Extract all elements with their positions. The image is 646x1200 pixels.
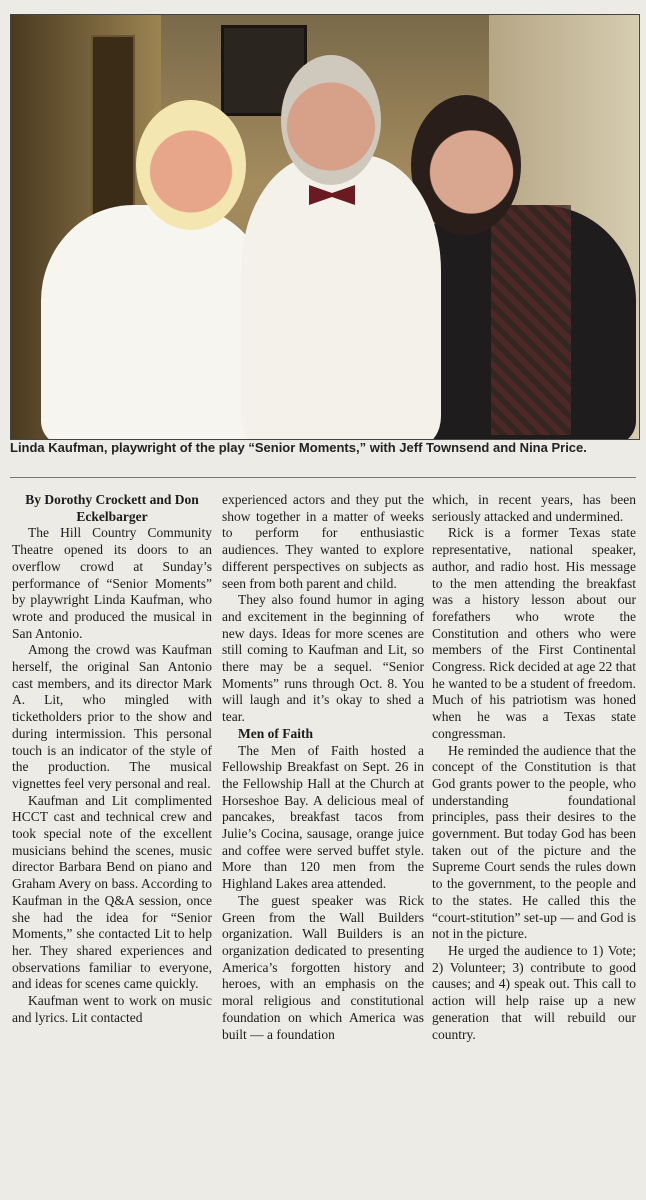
paragraph: He urged the audience to 1) Vote; 2) Volunteer; 3) contribute to good causes; and 4) speak out. This call to action will help raise up a new generation that will rebuild our country. bbox=[432, 942, 636, 1042]
person-center-head bbox=[281, 55, 381, 185]
person-left-body bbox=[41, 205, 271, 440]
byline: By Dorothy Crockett and Don Eckelbarger bbox=[25, 492, 199, 524]
paragraph: The Men of Faith hosted a Fellowship Breakfast on Sept. 26 in the Fellowship Hall at the Church at Horseshoe Bay. A delicious meal of pancakes, breakfast tacos from Julie’s Cocina, sausage, orange juice and coffee were served buffet style. More than 120 men from the Highland Lakes area attended. bbox=[222, 742, 424, 892]
paragraph: Kaufman went to work on music and lyrics. Lit contacted bbox=[12, 993, 212, 1025]
paragraph: They also found humor in aging and excitement in the beginning of new days. Ideas for more scenes are still coming to Kaufman and Lit, so there may be a sequel. “Senior Moments” runs through Oct. 8. You will laugh and it’s okay to shed a tear. bbox=[222, 592, 424, 725]
photo-caption: Linda Kaufman, playwright of the play “Senior Moments,” with Jeff Townsend and Nina Price. bbox=[10, 440, 587, 455]
section-subhead: Men of Faith bbox=[238, 725, 313, 741]
paragraph: Rick is a former Texas state representative, national speaker, author, and radio host. His message to the men attending the breakfast was a history lesson about our forefathers who wrote the Constitution and others who were members of the First Continental Congress. Rick decided at age 22 that he wanted to be a student of freedom. Much of his patriotism was honed when he was a Texas state congressman. bbox=[432, 525, 636, 741]
article-column-1 bbox=[12, 492, 212, 1027]
paragraph: He reminded the audience that the concept of the Constitution is that God grants power to the people, who understanding foundational principles, pass their desires to the government. But today God has been taken out of the picture and the Supreme Court sends the rules down to the government, to the people and to the states. He called this the “court-stitution” set-up — and God is not in the picture. bbox=[432, 742, 636, 942]
person-left-head bbox=[136, 100, 246, 230]
paragraph: experienced actors and they put the show together in a matter of weeks to perform for enthusiastic audiences. They wanted to explore different perspectives on subjects as seen from both parent and child. bbox=[222, 492, 424, 591]
person-right-scarf bbox=[491, 205, 571, 435]
news-photo bbox=[10, 14, 640, 440]
article-column-2 bbox=[222, 492, 424, 1043]
paragraph: The Hill Country Community Theatre opened its doors to an overflow crowd at Sunday’s performance of “Senior Moments” by playwright Linda Kaufman, who wrote and produced the musical in San Antonio. bbox=[12, 525, 212, 641]
article-column-3 bbox=[432, 492, 636, 1043]
paragraph: Among the crowd was Kaufman herself, the original San Antonio cast members, and its director Mark A. Lit, who mingled with ticketholders prior to the show and during intermission. This personal touch is an indicator of the style of the production. The musical vignettes feel very personal and real. bbox=[12, 642, 212, 791]
caption-divider bbox=[10, 477, 636, 478]
paragraph: which, in recent years, has been seriously attacked and undermined. bbox=[432, 492, 636, 524]
paragraph: The guest speaker was Rick Green from the Wall Builders organization. Wall Builders is an organization dedicated to presenting America’s forgotten history and heroes, with an emphasis on the moral religious and constitutional foundation on which America was built — a foundation bbox=[222, 892, 424, 1042]
paragraph: Kaufman and Lit complimented HCCT cast and technical crew and took special note of the excellent musicians behind the scenes, music director Barbara Bend on piano and Graham Avery on bass. According to Kaufman in the Q&A session, once she had the idea for “Senior Moments,” she contacted Lit to help her. They shared experiences and observations familiar to everyone, and ideas for scenes came quickly. bbox=[12, 792, 212, 992]
